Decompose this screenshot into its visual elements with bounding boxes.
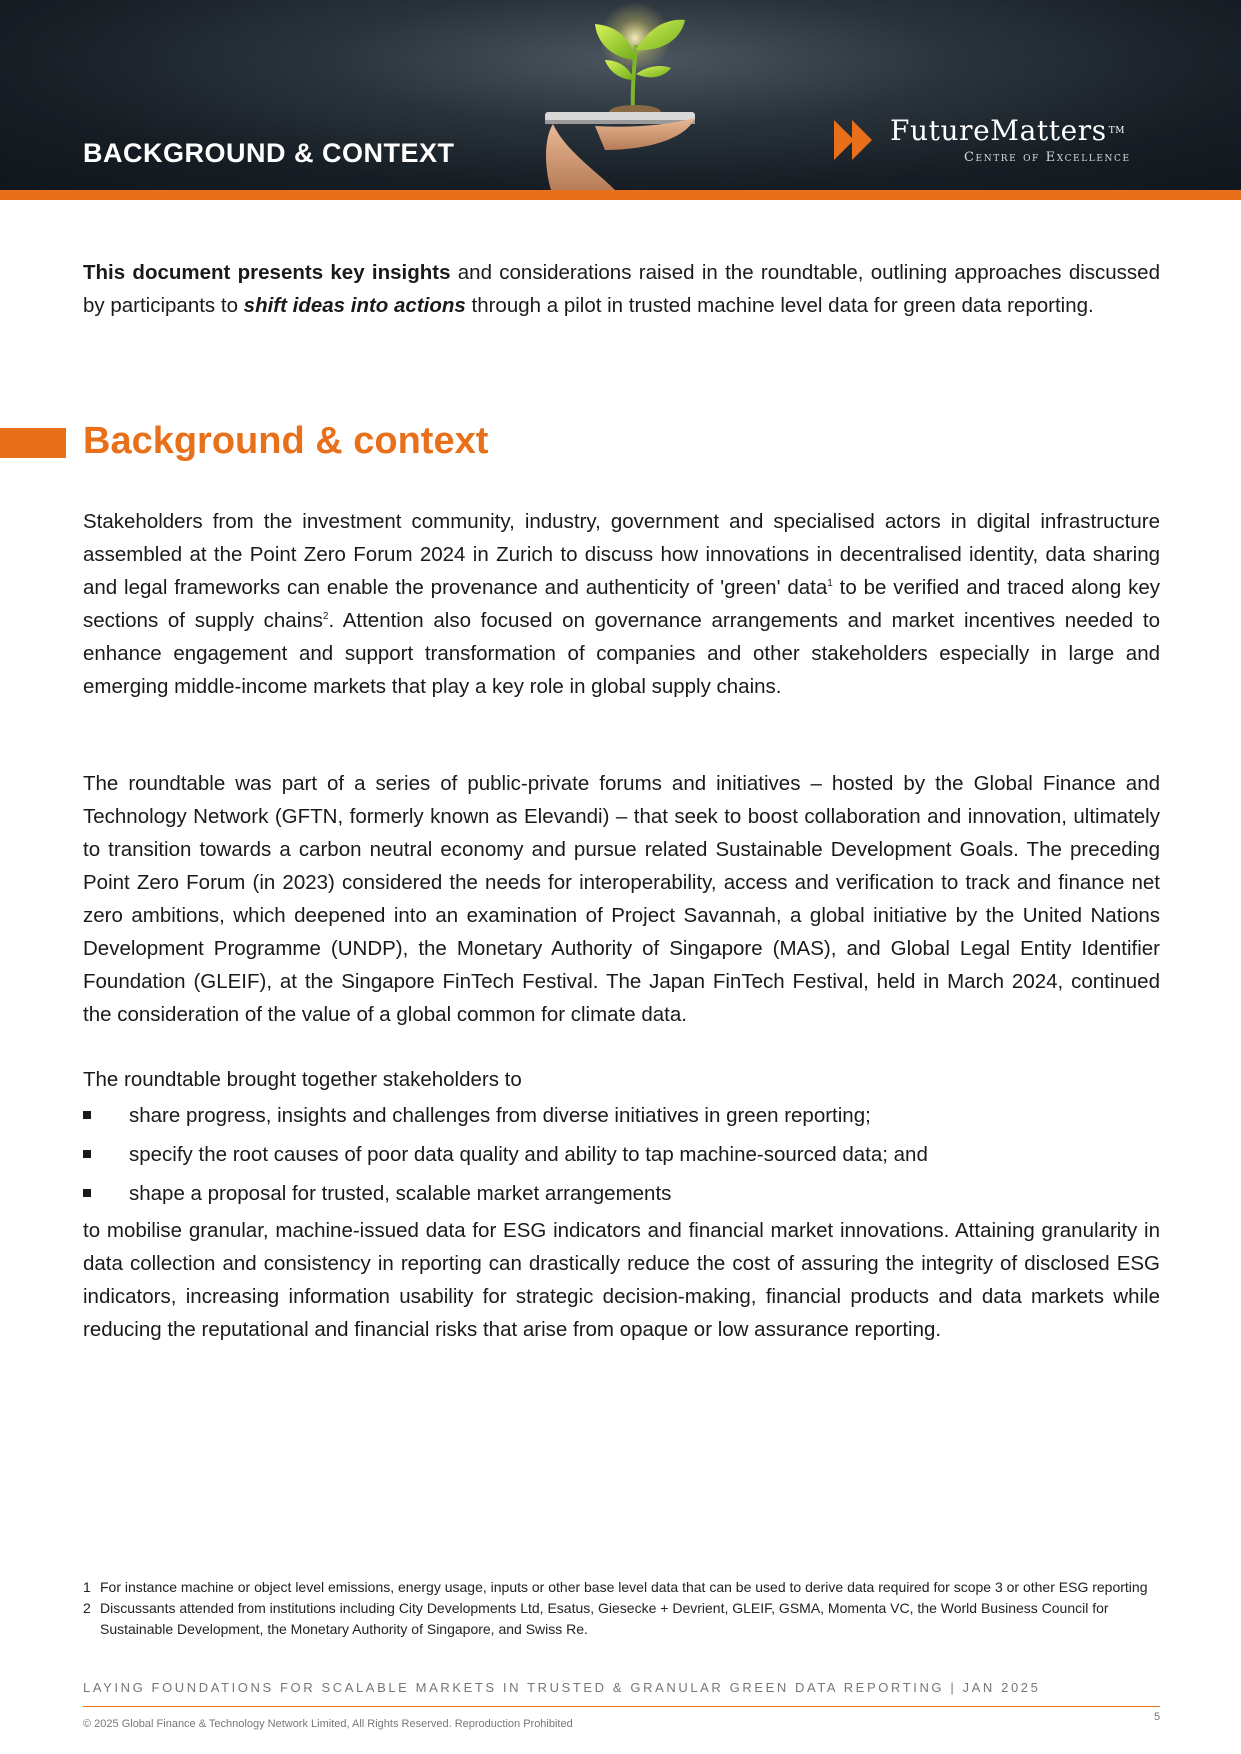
- section-title: Background & context: [83, 420, 489, 462]
- footer-divider: [83, 1706, 1160, 1707]
- footnote-ref-2: 2: [322, 611, 329, 623]
- list-item: share progress, insights and challenges from diverse initiatives in green reporting;: [83, 1096, 1160, 1135]
- intro-paragraph: [83, 256, 1160, 322]
- footnote-number: 1: [83, 1579, 91, 1595]
- seedling-in-hand-image: [535, 0, 710, 190]
- background-paragraph-2: The roundtable was part of a series of public-private forums and initiatives – hosted by the Global Finance and Technology Network (GFTN, formerly known as Elevandi) – that seek to boost collaboration and innovation, ultimately to transition towards a carbon neutral economy and pursue related Sustainable Development Goals. The preceding Point Zero Forum (in 2023) considered the needs for interoperability, access and verification to track and finance net zero ambitions, which deepened into an examination of Project Savannah, a global initiative by the United Nations Development Programme (UNDP), the Monetary Authority of Singapore (MAS), and Global Legal Entity Identifier Foundation (GLEIF), at the Singapore FinTech Festival. The Japan FinTech Festival, held in March 2024, continued the consideration of the value of a global common for climate data.: [83, 772, 1160, 1026]
- running-title: LAYING FOUNDATIONS FOR SCALABLE MARKETS IN TRUSTED & GRANULAR GREEN DATA REPORTING | JAN 2025: [83, 1680, 1041, 1695]
- page-number: 5: [1154, 1711, 1161, 1723]
- futurematters-logo: [834, 116, 1164, 168]
- goals-list: [83, 1096, 1160, 1213]
- banner-accent-stripe: [0, 190, 1241, 200]
- footnote-number: 2: [83, 1600, 91, 1616]
- footnote-2: [83, 1598, 1160, 1640]
- bullet-square-icon: [83, 1111, 91, 1119]
- header-banner: [0, 0, 1241, 190]
- logo-wordmark: FutureMatters: [890, 114, 1107, 147]
- footnote-ref-1: 1: [827, 578, 833, 590]
- logo-subtitle: Centre of Excellence: [964, 150, 1131, 165]
- goals-conclusion: to mobilise granular, machine-issued data for ESG indicators and financial market innovations. Attaining granularity in data collection and consistency in reporting can drastically reduce the cost of assuring the integrity of disclosed ESG indicators, increasing information usability for strategic decision-making, financial products and data markets while reducing the reputational and financial risks that arise from opaque or low assurance reporting.: [83, 1219, 1160, 1341]
- logo-trademark: TM: [1108, 126, 1126, 136]
- intro-emphasis: shift ideas into actions: [243, 294, 466, 317]
- p1-text-b: to be verified and traced along key sections of supply chains: [83, 576, 1160, 632]
- goals-lead: The roundtable brought together stakeholders to: [83, 1068, 522, 1091]
- bullet-square-icon: [83, 1189, 91, 1197]
- roundtable-goals: [83, 1063, 1160, 1346]
- p1-text-c: . Attention also focused on governance arrangements and market incentives needed to enhance engagement and support transformation of companies and other stakeholders especially in large and emerging middle-income markets that play a key role in global supply chains.: [83, 609, 1160, 698]
- p1-text-a: Stakeholders from the investment community, industry, government and specialised actors in digital infrastructure assembled at the Point Zero Forum 2024 in Zurich to discuss how innovations in decentralised identity, data sharing and legal frameworks can enable the provenance and authenticity of 'green' data: [83, 510, 1160, 599]
- list-item: shape a proposal for trusted, scalable market arrangements: [83, 1174, 1160, 1213]
- double-chevron-right-icon: [834, 120, 876, 160]
- list-item: specify the root causes of poor data quality and ability to tap machine-sourced data; and: [83, 1135, 1160, 1174]
- copyright-notice: © 2025 Global Finance & Technology Network Limited, All Rights Reserved. Reproduction Prohibited: [83, 1718, 573, 1730]
- intro-text-a: and considerations raised in the roundtable, outlining approaches discussed by participants to: [83, 261, 1160, 317]
- background-paragraph-1: [83, 505, 1160, 703]
- intro-lead-bold: This document presents key insights: [83, 261, 451, 284]
- intro-text-b: through a pilot in trusted machine level data for green data reporting.: [465, 294, 1094, 317]
- footnote-text: For instance machine or object level emissions, energy usage, inputs or other base level data that can be used to derive data required for scope 3 or other ESG reporting: [100, 1579, 1148, 1595]
- banner-title: BACKGROUND & CONTEXT: [83, 138, 455, 168]
- footnote-text: Discussants attended from institutions including City Developments Ltd, Esatus, Giesecke + Devrient, GLEIF, GSMA, Momenta VC, the World Business Council for Sustainable Development, the Monetary Authority of Singapore, and Swiss Re.: [100, 1600, 1109, 1637]
- footnotes: [83, 1577, 1160, 1640]
- section-marker: [0, 428, 66, 458]
- bullet-square-icon: [83, 1150, 91, 1158]
- footnote-1: [83, 1577, 1160, 1598]
